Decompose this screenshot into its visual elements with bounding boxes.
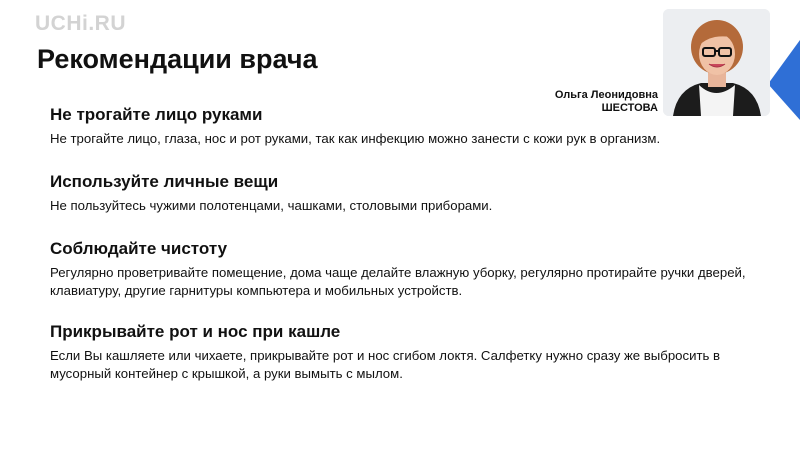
doctor-first-names: Ольга Леонидовна xyxy=(554,89,658,101)
recommendation-cleanliness xyxy=(50,239,750,300)
recommendation-personal-items xyxy=(50,172,750,215)
recommendation-heading: Прикрывайте рот и нос при кашле xyxy=(50,322,341,341)
doctor-portrait-icon xyxy=(663,9,770,116)
doctor-last-name: ШЕСТОВА xyxy=(601,102,658,114)
recommendation-heading: Используйте личные вещи xyxy=(50,172,279,191)
recommendation-cough xyxy=(50,322,750,383)
recommendation-text: Не пользуйтесь чужими полотенцами, чашками, столовыми приборами. xyxy=(50,198,493,213)
uchi-ru-logo: UCHi.RU xyxy=(35,12,126,35)
recommendation-text: Регулярно проветривайте помещение, дома чаще делайте влажную уборку, регулярно протирайте ручки дверей, клавиатуру, другие гарнитуры компьютера и мобильных устройств. xyxy=(50,265,746,298)
page-title: Рекомендации врача xyxy=(37,44,318,74)
recommendation-face xyxy=(50,105,750,148)
corner-decoration xyxy=(768,40,800,120)
recommendation-heading: Соблюдайте чистоту xyxy=(50,239,228,258)
doctor-photo xyxy=(663,9,770,116)
recommendation-heading: Не трогайте лицо руками xyxy=(50,105,263,124)
recommendation-text: Не трогайте лицо, глаза, нос и рот руками, так как инфекцию можно занести с кожи рук в организм. xyxy=(50,131,661,146)
recommendation-text: Если Вы кашляете или чихаете, прикрывайте рот и нос сгибом локтя. Салфетку нужно сразу же выбросить в мусорный контейнер с крышкой, а руки вымыть с мылом. xyxy=(50,348,721,381)
